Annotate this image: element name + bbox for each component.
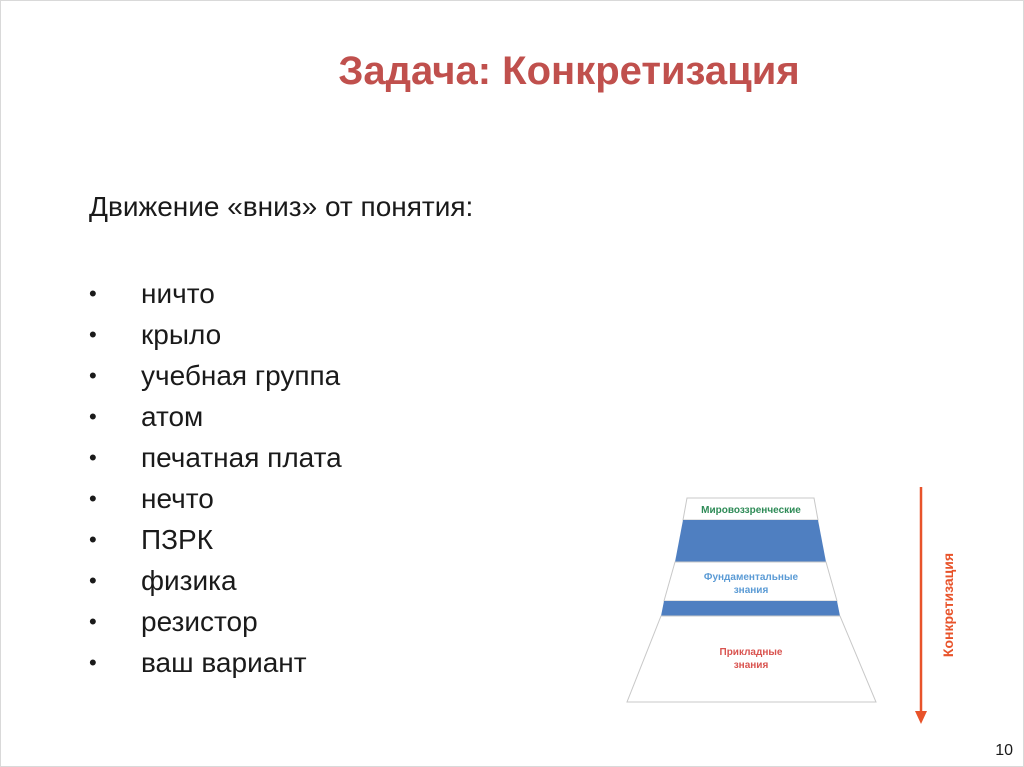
list-item bbox=[89, 314, 342, 355]
list-item bbox=[89, 355, 342, 396]
list-item bbox=[89, 396, 342, 437]
list-item bbox=[89, 273, 342, 314]
bullet-icon: • bbox=[89, 281, 97, 306]
bullet-icon: • bbox=[89, 568, 97, 593]
bullet-icon: • bbox=[89, 363, 97, 388]
page-number: 10 bbox=[995, 742, 1013, 759]
pyramid-bottom-label-line2: знания bbox=[733, 660, 769, 671]
bullet-icon: • bbox=[89, 322, 97, 347]
list-item-text: физика bbox=[141, 565, 237, 596]
concept-list bbox=[89, 273, 342, 683]
pyramid-blue-band-1 bbox=[675, 520, 826, 562]
list-item bbox=[89, 437, 342, 478]
bullet-icon: • bbox=[89, 527, 97, 552]
intro-text: Движение «вниз» от понятия: bbox=[89, 191, 474, 222]
bullet-icon: • bbox=[89, 404, 97, 429]
concretization-arrow-label: Конкретизация bbox=[940, 552, 956, 658]
list-item-text: печатная плата bbox=[141, 442, 342, 473]
list-item-text: нечто bbox=[141, 483, 214, 514]
pyramid-bottom-label-line1: Прикладные bbox=[719, 647, 783, 658]
list-item bbox=[89, 642, 342, 683]
list-item-text: атом bbox=[141, 401, 204, 432]
bullet-icon: • bbox=[89, 445, 97, 470]
list-item bbox=[89, 478, 342, 519]
list-item-text: учебная группа bbox=[141, 360, 341, 391]
list-item-text: ваш вариант bbox=[141, 647, 307, 678]
list-item-text: крыло bbox=[141, 319, 222, 350]
pyramid-mid-label-line2: знания bbox=[733, 585, 769, 596]
list-item bbox=[89, 519, 342, 560]
list-item bbox=[89, 601, 342, 642]
pyramid-applied-band bbox=[627, 616, 876, 702]
slide-title: Задача: Конкретизация bbox=[338, 49, 800, 93]
list-item bbox=[89, 560, 342, 601]
list-item-text: ничто bbox=[141, 278, 215, 309]
pyramid-mid-label-line1: Фундаментальные bbox=[703, 572, 799, 583]
pyramid-blue-band-2 bbox=[661, 601, 840, 616]
pyramid-top-label: Мировоззренческие bbox=[701, 505, 801, 516]
knowledge-pyramid-diagram bbox=[621, 481, 961, 731]
bullet-icon: • bbox=[89, 650, 97, 675]
list-item-text: резистор bbox=[141, 606, 258, 637]
arrow-down-icon bbox=[915, 711, 927, 724]
bullet-icon: • bbox=[89, 486, 97, 511]
bullet-icon: • bbox=[89, 609, 97, 634]
list-item-text: ПЗРК bbox=[141, 524, 214, 555]
